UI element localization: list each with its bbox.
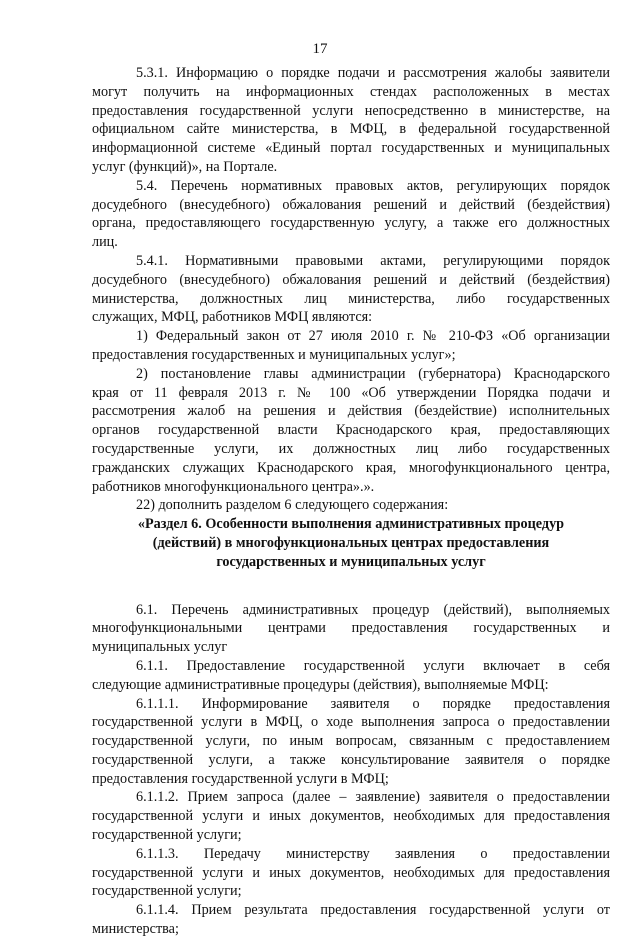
paragraph-line: досудебного (внесудебного) обжалования решений и действий (бездействия) — [92, 271, 610, 288]
list-item-line: края от 11 февраля 2013 г. № 100 «Об утверждении Порядка подачи и — [92, 384, 610, 401]
paragraph-line: служащих, МФЦ, работников МФЦ являются: — [92, 309, 373, 326]
paragraph-line: государственной услуги; — [92, 883, 242, 900]
paragraph-line: досудебного (внесудебного) обжалования решений и действий (бездействия) — [92, 196, 610, 213]
list-item-line: предоставления государственных и муниципальных услуг»; — [92, 346, 456, 363]
paragraph-line: предоставления государственной услуги в МФЦ; — [92, 770, 389, 787]
paragraph-line: 6.1.1.4. Прием результата предоставления государственной услуги от — [136, 902, 610, 919]
paragraph-line: 22) дополнить разделом 6 следующего содержания: — [136, 497, 449, 514]
paragraph-line: 5.4.1. Нормативными правовыми актами, регулирующими порядок — [136, 252, 610, 269]
paragraph-line: муниципальных услуг — [92, 639, 228, 656]
list-item-line: государственные услуги, их должностных лиц либо государственных — [92, 440, 610, 457]
list-item-line: органов государственной власти Краснодарского края, предоставляющих — [92, 422, 610, 439]
paragraph-line: следующие административные процедуры (действия), выполняемые МФЦ: — [92, 676, 549, 693]
paragraph-line: 5.3.1. Информацию о порядке подачи и рассмотрения жалобы заявители — [136, 65, 610, 81]
list-item-line: 2) постановление главы администрации (губернатора) Краснодарского — [136, 365, 610, 382]
list-item-line: 1) Федеральный закон от 27 июля 2010 г. № 210-ФЗ «Об организации — [136, 328, 610, 345]
paragraph-line: услуг (функций)», на Портале. — [92, 158, 278, 175]
page-number: 17 — [312, 41, 328, 57]
list-item-line: работников многофункционального центра».». — [92, 478, 375, 495]
spacer — [92, 572, 610, 601]
paragraph-line: официальном сайте министерства, в МФЦ, в федеральной государственной — [92, 121, 610, 138]
paragraph-line: предоставления государственной услуги непосредственно в министерстве, на — [92, 102, 610, 119]
paragraph-line: органа, предоставляющего государственную услугу, а также его должностных — [92, 215, 610, 232]
paragraph-line: могут получить на информационных стендах расположенных в местах — [92, 83, 610, 100]
section-heading-line: (действий) в многофункциональных центрах предоставления — [152, 534, 550, 551]
paragraph-line: 6.1.1.3. Передачу министерству заявления о предоставлении — [136, 845, 610, 862]
document-body — [92, 64, 610, 939]
section-heading-line: «Раздел 6. Особенности выполнения административных процедур — [137, 516, 565, 533]
paragraph-line: 6.1. Перечень административных процедур (действий), выполняемых — [136, 601, 610, 618]
paragraph-line: 6.1.1.2. Прием запроса (далее – заявление) заявителя о предоставлении — [136, 789, 610, 806]
paragraph-line: государственной услуги и иных документов, необходимых для предоставления — [92, 808, 610, 825]
section-heading-line: государственных и муниципальных услуг — [216, 553, 486, 570]
paragraph-line: 5.4. Перечень нормативных правовых актов, регулирующих порядок — [136, 177, 610, 194]
list-item-line: гражданских служащих Краснодарского края, многофункционального центра, — [92, 459, 610, 476]
paragraph-line: министерства; — [92, 921, 179, 938]
paragraph-line: многофункциональными центрами предоставления государственных и — [92, 620, 610, 637]
paragraph-line: государственной услуги и иных документов, необходимых для предоставления — [92, 864, 610, 881]
paragraph-line: 6.1.1.1. Информирование заявителя о порядке предоставления — [136, 695, 610, 712]
list-item-line: рассмотрения жалоб на решения и действия (бездействие) исполнительных — [92, 403, 610, 420]
paragraph-line: государственной услуги, а также консультирование заявителя о порядке — [92, 751, 610, 768]
paragraph-line: государственной услуги, по иным вопросам, связанным с предоставлением — [92, 733, 610, 750]
paragraph-line: государственной услуги в МФЦ, о ходе выполнения запроса о предоставлении — [92, 714, 610, 731]
paragraph-line: государственной услуги; — [92, 827, 242, 844]
section-heading — [92, 515, 610, 571]
paragraph-line: информационной системе «Единый портал государственных и муниципальных — [92, 140, 610, 157]
paragraph-line: 6.1.1. Предоставление государственной услуги включает в себя — [136, 657, 610, 674]
paragraph-line: министерства, должностных лиц министерства, либо государственных — [92, 290, 610, 307]
paragraph-line: лиц. — [92, 234, 118, 251]
